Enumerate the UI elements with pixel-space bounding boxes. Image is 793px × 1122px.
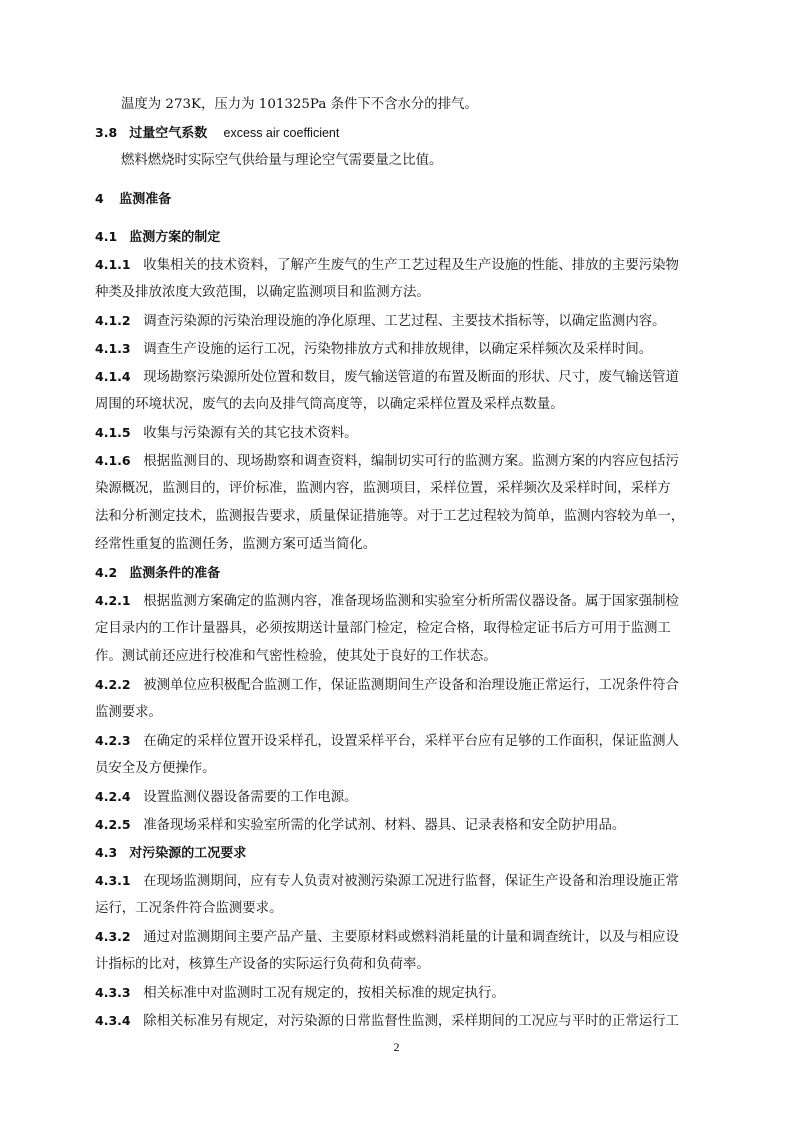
section-heading-4-3 <box>95 843 705 864</box>
clause-4-2-3 <box>95 731 705 752</box>
paragraph-line <box>95 955 705 975</box>
line-text: 除相关标准另有规定，对污染源的日常监督性监测，采样期间的工况应与平时的正常运行工 <box>143 1014 679 1029</box>
paragraph-line <box>95 479 705 499</box>
clause-number: 4.1.1 <box>95 257 131 272</box>
term-title: 过量空气系数 <box>129 126 208 141</box>
clause-4-3-2 <box>95 927 705 948</box>
clause-4-2-4 <box>95 787 705 808</box>
line-text: 调查生产设施的运行工况，污染物排放方式和排放规律，以确定采样频次及采样时间。 <box>143 342 653 357</box>
line-text: 被测单位应积极配合监测工作，保证监测期间生产设备和治理设施正常运行，工况条件符合 <box>143 678 679 693</box>
clause-number: 4.1.4 <box>95 369 131 384</box>
heading-text: 监测方案的制定 <box>129 230 221 245</box>
heading-text: 对污染源的工况要求 <box>129 846 247 861</box>
paragraph-line <box>95 703 705 723</box>
section-heading-3-8 <box>95 123 705 144</box>
line-text: 定目录内的工作计量器具，必须按期送计量部门检定，检定合格，取得检定证书后方可用于监测工 <box>95 621 671 636</box>
clause-number: 4.1.2 <box>95 313 131 328</box>
line-text: 收集相关的技术资料，了解产生废气的生产工艺过程及生产设施的性能、排放的主要污染物 <box>143 258 679 273</box>
line-text: 调查污染源的污染治理设施的净化原理、工艺过程、主要技术指标等，以确定监测内容。 <box>143 314 666 329</box>
clause-number: 4.3.2 <box>95 929 131 944</box>
line-text: 种类及排放浓度大致范围，以确定监测项目和监测方法。 <box>95 285 430 300</box>
paragraph-line <box>95 899 705 919</box>
clause-4-1-2 <box>95 311 705 332</box>
section-heading-4-1 <box>95 227 705 248</box>
section-number: 4 <box>95 191 104 206</box>
section-number: 3.8 <box>95 125 118 140</box>
paragraph-line <box>121 151 731 171</box>
line-text: 设置监测仪器设备需要的工作电源。 <box>143 790 358 805</box>
line-text: 收集与污染源有关的其它技术资料。 <box>143 426 358 441</box>
section-number: 4.2 <box>95 565 118 580</box>
paragraph-line <box>95 395 705 415</box>
line-text: 燃料燃烧时实际空气供给量与理论空气需要量之比值。 <box>121 153 443 168</box>
paragraph-line <box>95 283 705 303</box>
clause-number: 4.2.4 <box>95 789 131 804</box>
line-text: 温度为 273K，压力为 101325Pa 条件下不含水分的排气。 <box>121 97 478 112</box>
clause-4-2-2 <box>95 675 705 696</box>
clause-number: 4.3.3 <box>95 985 131 1000</box>
clause-number: 4.2.5 <box>95 817 131 832</box>
clause-number: 4.3.4 <box>95 1013 131 1028</box>
clause-number: 4.1.6 <box>95 453 131 468</box>
paragraph-line <box>95 647 705 667</box>
clause-4-1-6 <box>95 451 705 472</box>
clause-4-1-5 <box>95 423 705 444</box>
clause-4-1-1 <box>95 255 705 276</box>
clause-4-2-5 <box>95 815 705 836</box>
line-text: 准备现场采样和实验室所需的化学试剂、材料、器具、记录表格和安全防护用品。 <box>143 818 626 833</box>
clause-4-2-1 <box>95 591 705 612</box>
line-text: 根据监测目的、现场勘察和调查资料，编制切实可行的监测方案。监测方案的内容应包括污 <box>143 454 679 469</box>
section-number: 4.1 <box>95 229 118 244</box>
paragraph-line <box>95 507 705 527</box>
line-text: 作。测试前还应进行校准和气密性检验，使其处于良好的工作状态。 <box>95 649 497 664</box>
heading-text: 监测准备 <box>119 192 172 207</box>
line-text: 现场勘察污染源所处位置和数目，废气输送管道的布置及断面的形状、尺寸，废气输送管道 <box>143 370 679 385</box>
clause-number: 4.1.3 <box>95 341 131 356</box>
line-text: 计指标的比对，核算生产设备的实际运行负荷和负荷率。 <box>95 957 430 972</box>
clause-4-1-3 <box>95 339 705 360</box>
paragraph-line <box>95 619 705 639</box>
heading-text: 监测条件的准备 <box>129 566 221 581</box>
line-text: 员安全及方便操作。 <box>95 761 216 776</box>
clause-number: 4.1.5 <box>95 425 131 440</box>
paragraph-line <box>121 95 731 115</box>
line-text: 法和分析测定技术，监测报告要求，质量保证措施等。对于工艺过程较为简单，监测内容较为单一， <box>95 509 685 524</box>
clause-4-3-4 <box>95 1011 705 1032</box>
line-text: 在现场监测期间，应有专人负责对被测污染源工况进行监督，保证生产设备和治理设施正常 <box>143 874 679 889</box>
line-text: 监测要求。 <box>95 705 162 720</box>
chapter-heading-4 <box>95 189 705 210</box>
line-text: 染源概况，监测目的，评价标准，监测内容，监测项目，采样位置，采样频次及采样时间，采样方 <box>95 481 671 496</box>
term-english: excess air coefficient <box>223 126 340 140</box>
paragraph-line <box>95 759 705 779</box>
line-text: 通过对监测期间主要产品产量、主要原材料或燃料消耗量的计量和调查统计，以及与相应设 <box>143 930 679 945</box>
line-text: 在确定的采样位置开设采样孔，设置采样平台，采样平台应有足够的工作面积，保证监测人 <box>143 734 679 749</box>
clause-4-1-4 <box>95 367 705 388</box>
page-number: 2 <box>393 1040 400 1054</box>
line-text: 运行，工况条件符合监测要求。 <box>95 901 283 916</box>
line-text: 经常性重复的监测任务，监测方案可适当简化。 <box>95 537 377 552</box>
clause-number: 4.2.2 <box>95 677 131 692</box>
clause-number: 4.2.1 <box>95 593 131 608</box>
section-heading-4-2 <box>95 563 705 584</box>
line-text: 周围的环境状况，废气的去向及排气筒高度等，以确定采样位置及采样点数量。 <box>95 397 564 412</box>
clause-number: 4.3.1 <box>95 873 131 888</box>
clause-4-3-1 <box>95 871 705 892</box>
line-text: 相关标准中对监测时工况有规定的，按相关标准的规定执行。 <box>143 986 505 1001</box>
line-text: 根据监测方案确定的监测内容，准备现场监测和实验室分析所需仪器设备。属于国家强制检 <box>143 594 679 609</box>
clause-4-3-3 <box>95 983 705 1004</box>
clause-number: 4.2.3 <box>95 733 131 748</box>
paragraph-line <box>95 535 705 555</box>
section-number: 4.3 <box>95 845 118 860</box>
